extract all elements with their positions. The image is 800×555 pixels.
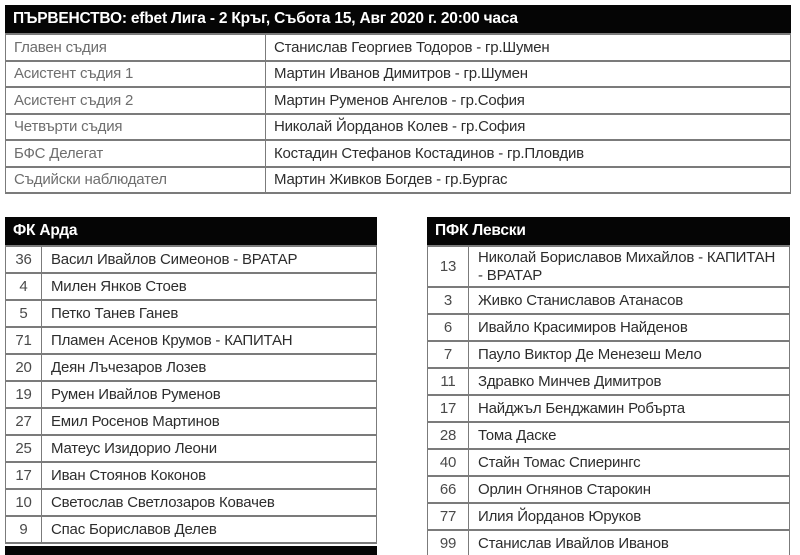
officials-table bbox=[5, 33, 791, 194]
player-row bbox=[6, 327, 377, 354]
home-team-header bbox=[5, 217, 377, 245]
away-team-section bbox=[427, 217, 790, 555]
home-team-name: ФК Арда bbox=[13, 222, 78, 239]
player-row bbox=[6, 435, 377, 462]
officials-row bbox=[6, 140, 791, 167]
official-name: Мартин Руменов Ангелов - гр.София bbox=[266, 87, 791, 114]
player-name: Станислав Ивайлов Иванов bbox=[469, 530, 790, 555]
player-row bbox=[6, 489, 377, 516]
player-row bbox=[428, 368, 790, 395]
away-team-name: ПФК Левски bbox=[435, 222, 526, 239]
player-name: Петко Танев Ганев bbox=[42, 300, 377, 327]
player-row bbox=[428, 449, 790, 476]
cutoff-section-bar bbox=[5, 546, 377, 555]
player-number: 7 bbox=[428, 341, 469, 368]
player-row bbox=[428, 287, 790, 314]
player-row bbox=[6, 381, 377, 408]
player-number: 40 bbox=[428, 449, 469, 476]
official-name: Станислав Георгиев Тодоров - гр.Шумен bbox=[266, 34, 791, 61]
player-name: Тома Даске bbox=[469, 422, 790, 449]
away-team-table bbox=[427, 245, 790, 555]
player-name: Васил Ивайлов Симеонов - ВРАТАР bbox=[42, 246, 377, 273]
player-row bbox=[428, 503, 790, 530]
lineups bbox=[5, 217, 795, 555]
official-role: Съдийски наблюдател bbox=[6, 167, 266, 194]
player-name: Спас Бориславов Делев bbox=[42, 516, 377, 543]
away-team-header bbox=[427, 217, 790, 245]
player-name: Орлин Огнянов Старокин bbox=[469, 476, 790, 503]
player-number: 66 bbox=[428, 476, 469, 503]
player-number: 36 bbox=[6, 246, 42, 273]
player-row bbox=[428, 476, 790, 503]
player-row bbox=[428, 422, 790, 449]
player-number: 28 bbox=[428, 422, 469, 449]
player-name: Здравко Минчев Димитров bbox=[469, 368, 790, 395]
match-title-bar bbox=[5, 5, 791, 33]
player-name: Ивайло Красимиров Найденов bbox=[469, 314, 790, 341]
home-team-table bbox=[5, 245, 377, 544]
player-row bbox=[6, 246, 377, 273]
officials-row bbox=[6, 114, 791, 141]
player-name: Найджъл Бенджамин Робърта bbox=[469, 395, 790, 422]
player-row bbox=[6, 354, 377, 381]
player-name: Светослав Светлозаров Ковачев bbox=[42, 489, 377, 516]
official-name: Мартин Живков Богдев - гр.Бургас bbox=[266, 167, 791, 194]
player-name: Николай Бориславов Михайлов - КАПИТАН - ВРАТАР bbox=[469, 246, 790, 287]
player-number: 4 bbox=[6, 273, 42, 300]
player-number: 11 bbox=[428, 368, 469, 395]
home-team-section bbox=[5, 217, 377, 555]
player-name: Иван Стоянов Коконов bbox=[42, 462, 377, 489]
player-name: Живко Станиславов Атанасов bbox=[469, 287, 790, 314]
player-number: 25 bbox=[6, 435, 42, 462]
player-row bbox=[6, 408, 377, 435]
player-row bbox=[428, 530, 790, 555]
official-role: Асистент съдия 1 bbox=[6, 61, 266, 88]
player-name: Матеус Изидорио Леони bbox=[42, 435, 377, 462]
player-name: Емил Росенов Мартинов bbox=[42, 408, 377, 435]
player-row bbox=[6, 516, 377, 543]
officials-row bbox=[6, 34, 791, 61]
player-name: Милен Янков Стоев bbox=[42, 273, 377, 300]
player-number: 20 bbox=[6, 354, 42, 381]
official-role: Главен съдия bbox=[6, 34, 266, 61]
player-number: 10 bbox=[6, 489, 42, 516]
player-name: Деян Лъчезаров Лозев bbox=[42, 354, 377, 381]
player-number: 71 bbox=[6, 327, 42, 354]
player-row bbox=[428, 314, 790, 341]
player-number: 17 bbox=[428, 395, 469, 422]
official-name: Николай Йорданов Колев - гр.София bbox=[266, 114, 791, 141]
player-name: Пауло Виктор Де Менезеш Мело bbox=[469, 341, 790, 368]
official-role: Асистент съдия 2 bbox=[6, 87, 266, 114]
officials-row bbox=[6, 61, 791, 88]
player-row bbox=[6, 300, 377, 327]
player-name: Пламен Асенов Крумов - КАПИТАН bbox=[42, 327, 377, 354]
officials-row bbox=[6, 87, 791, 114]
player-row bbox=[6, 273, 377, 300]
player-number: 9 bbox=[6, 516, 42, 543]
match-title: ПЪРВЕНСТВО: efbet Лига - 2 Кръг, Събота 15, Авг 2020 г. 20:00 часа bbox=[13, 10, 518, 27]
player-number: 5 bbox=[6, 300, 42, 327]
player-name: Илия Йорданов Юруков bbox=[469, 503, 790, 530]
player-number: 77 bbox=[428, 503, 469, 530]
player-number: 6 bbox=[428, 314, 469, 341]
official-role: БФС Делегат bbox=[6, 140, 266, 167]
officials-row bbox=[6, 167, 791, 194]
player-number: 19 bbox=[6, 381, 42, 408]
player-number: 99 bbox=[428, 530, 469, 555]
player-row bbox=[428, 341, 790, 368]
official-name: Костадин Стефанов Костадинов - гр.Пловдив bbox=[266, 140, 791, 167]
player-row bbox=[428, 395, 790, 422]
official-name: Мартин Иванов Димитров - гр.Шумен bbox=[266, 61, 791, 88]
player-number: 13 bbox=[428, 246, 469, 287]
player-number: 3 bbox=[428, 287, 469, 314]
player-row bbox=[428, 246, 790, 287]
player-name: Румен Ивайлов Руменов bbox=[42, 381, 377, 408]
player-number: 17 bbox=[6, 462, 42, 489]
official-role: Четвърти съдия bbox=[6, 114, 266, 141]
player-row bbox=[6, 462, 377, 489]
player-name: Стайн Томас Спиерингс bbox=[469, 449, 790, 476]
player-number: 27 bbox=[6, 408, 42, 435]
